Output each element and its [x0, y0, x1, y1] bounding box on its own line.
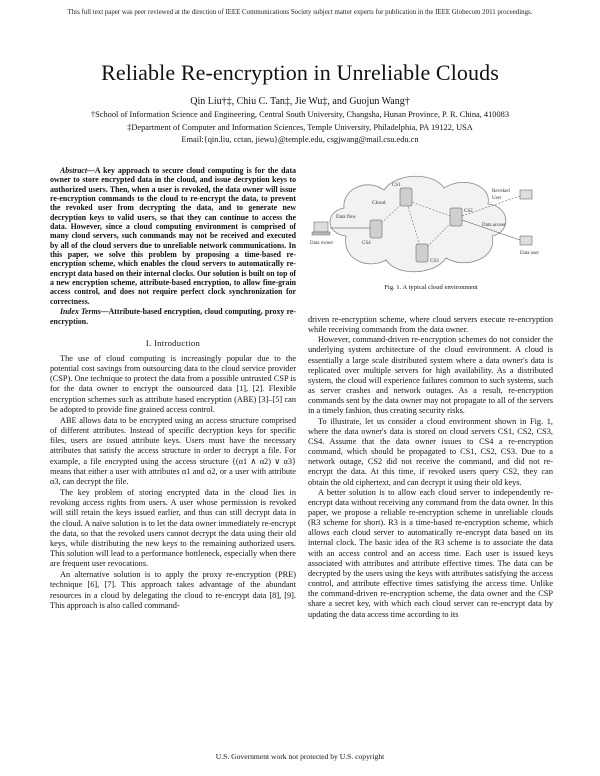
revoked-user-icon	[520, 190, 532, 199]
header-note: This full text paper was peer reviewed at the direction of IEEE Communications Society subject matter experts for publication in the IEEE Globecom 2011 proceedings.	[67, 9, 533, 16]
paragraph: To illustrate, let us consider a cloud environment shown in Fig. 1, where the data owner's data is stored on cloud servers CS1, CS2, CS3, CS4. Assume that the data owner issues to CS4 a re-encryption command, which should be propagated to CS1, CS2, CS3. Due to a network outage, CS2 did not receive the command, and did not re-encrypt the data. At this time, if revoked users query CS2, they can obtain the old ciphertext, and can decrypt it using their old keys.	[308, 416, 553, 487]
index-terms-text: —Attribute-based encryption, cloud computing, proxy re-encryption.	[50, 307, 296, 326]
paragraph: However, command-driven re-encryption schemes do not consider the underlying system architecture of the cloud environment. A cloud is essentially a large scale distributed system where a data owner's data is replicated over multiple servers for high availability. As a distributed system, the cloud will experience failures common to such systems, such as server crashes and network outages. As a result, re-encryption commands sent by the data owner may not propagate to all of the servers in a timely fashion, thus creating security risks.	[308, 335, 553, 416]
index-terms-lead: Index Terms	[60, 307, 101, 317]
abstract-text: —A key approach to secure cloud computing is for the data owner to store encrypted data in the cloud, and issue decryption keys to authorized users. Then, when a user is revoked, the data owner will issue re-encryption commands to the cloud to re-encrypt the data, to prevent the revoked user from decrypting the data, and to generate new decryption keys to valid users, so that they can continue to access the data. However, since a cloud computing environment is comprised of many cloud servers, such commands may not be received and executed by all of the cloud servers due to unreliable network communications. In this paper, we solve this problem by proposing a time-based re-encryption scheme, which enables the cloud servers to automatically re-encrypt data based on their internal clocks. Our solution is built on top of a new encryption scheme, attribute-based encryption, to allow fine-grain access control, and does not require perfect clock synchronization for correctness.	[50, 166, 296, 306]
cs2-label: CS2	[464, 209, 473, 214]
server-cs3	[416, 244, 428, 262]
cloud-diagram	[306, 166, 556, 286]
cloud-label: Cloud	[372, 200, 386, 206]
cs1-label: CS1	[392, 183, 401, 188]
section-heading: I. Introduction	[145, 337, 201, 348]
data-flow-label: Data flow	[336, 215, 356, 220]
right-column	[308, 315, 553, 620]
data-user-icon	[520, 236, 532, 245]
user-label: User	[492, 196, 502, 201]
email-line: Email:{qin.liu, cctan, jiewu}@temple.edu, csgjwang@mail.csu.edu.cn	[181, 135, 419, 144]
paragraph: driven re-encryption scheme, where cloud servers execute re-encryption while receiving commands from the data owner.	[308, 315, 553, 335]
affiliation-1: †School of Information Science and Engineering, Central South University, Changsha, Hunan Province, P. R. China, 410083	[90, 110, 510, 119]
paper-title: Reliable Re-encryption in Unreliable Clouds	[101, 60, 499, 85]
server-cs1	[400, 188, 412, 206]
cs4-label: CS4	[362, 241, 371, 246]
paragraph: The use of cloud computing is increasingly popular due to the potential cost savings from outsourcing data to the cloud service provider (CSP). One technique to protect the data from a possible untrusted CSP is for the data owner to encrypt the outsourced data [1], [2]. Flexible encryption schemes such as attribute based encryption (ABE) [3]–[5] can be adopted to provide fine grained access control.	[50, 354, 296, 414]
data-owner-label: Data owner	[310, 241, 334, 246]
left-column	[50, 166, 296, 611]
data-user-label: Data user	[520, 251, 540, 256]
data-owner-icon	[312, 222, 330, 235]
data-access-label: Data access	[482, 223, 506, 228]
server-cs2	[450, 208, 462, 226]
index-terms	[50, 307, 296, 326]
figure-1	[306, 166, 556, 294]
paragraph: The key problem of storing encrypted data in the cloud lies in revoking access rights from users. A user whose permission is revoked will still retain the keys issued earlier, and thus can still decrypt data in the cloud. A naïve solution is to let the data owner immediately re-encrypt the data, so that the revoked users cannot decrypt the data using their old keys, while distributing the new keys to the remaining authorized users. This solution will lead to a performance bottleneck, especially when there are frequent user revocations.	[50, 488, 296, 569]
paragraph: A better solution is to allow each cloud server to independently re-encrypt data without receiving any command from the data owner. In this paper, we propose a reliable re-encryption scheme in unreliable clouds (R3 scheme for short). R3 is a time-based re-encryption scheme, which allows each cloud server to automatically re-encrypt data based on its internal clock. The basic idea of the R3 scheme is to associate the data with an access control and an access time. Each user is issued keys associated with attributes and attribute effective times. The data can be decrypted by the users using the keys with attributes satisfying the access control, and attribute effective times satisfying the access time. Unlike the command-driven re-encryption scheme, the data owner and the CSP share a secret key, with which each cloud server can re-encrypt data by updating the data access time according to its	[308, 487, 553, 619]
abstract-lead: Abstract	[60, 166, 88, 175]
figure-caption: Fig. 1. A typical cloud environment	[384, 284, 478, 291]
affiliation-2: ‡Department of Computer and Information Sciences, Temple University, Philadelphia, PA 19122, USA	[127, 123, 473, 132]
footer: U.S. Government work not protected by U.S. copyright	[215, 752, 385, 761]
cs3-label: CS3	[430, 259, 439, 264]
revoked-label: Revoked	[492, 189, 510, 194]
authors: Qin Liu†‡, Chiu C. Tan‡, Jie Wu‡, and Guojun Wang†	[190, 96, 410, 107]
paragraph: ABE allows data to be encrypted using an access structure comprised of different attributes. Instead of specific decryption keys for specific files, users are issued attribute keys. Users must have the necessary attributes that satisfy the access structure in order to decrypt a file. For example, a file encrypted using the access structure {(α1 ∧ α2) ∨ α3} means that either a user with attributes α1 and α2, or a user with attribute α3, can decrypt the file.	[50, 415, 296, 486]
server-cs4	[370, 220, 382, 238]
abstract	[50, 166, 296, 306]
paragraph: An alternative solution is to apply the proxy re-encryption (PRE) technique [6], [7]. This approach takes advantage of the abundant resources in a cloud by delegating the cloud to re-encrypt data [8], [9]. This approach is also called command-	[50, 570, 296, 610]
